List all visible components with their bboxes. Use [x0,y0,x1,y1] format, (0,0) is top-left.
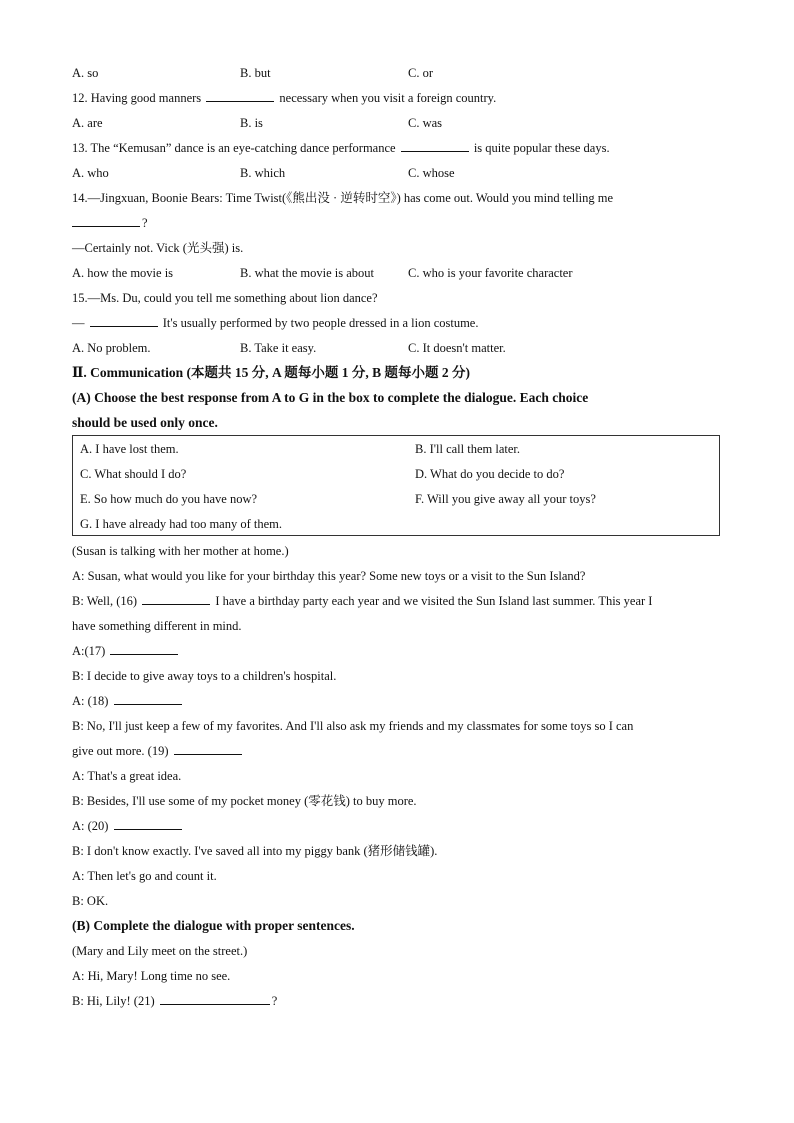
dialogue-a-line: A: That's a great idea. [72,769,182,783]
q11-option-a: A. so [72,66,99,80]
answer-blank-16 [142,593,210,605]
q12-question [72,90,496,106]
q15-option-c: C. It doesn't matter. [408,341,506,355]
dialogue-a-line: A: Susan, what would you like for your birthday this year? Some new toys or a visit to the Sun Island? [72,569,586,583]
q13-options [72,165,732,181]
answer-blank-21 [160,993,270,1005]
q15-text-after: It's usually performed by two people dressed in a lion costume. [159,316,479,330]
q12-text-before: 12. Having good manners [72,91,205,105]
dialogue-text: A: (18) [72,694,112,708]
q15-options [72,340,732,356]
dialogue-a-line: have something different in mind. [72,619,242,633]
dialogue-text: A:(17) [72,644,109,658]
q14-question-line1: 14.—Jingxuan, Boonie Bears: Time Twist(《熊出没 · 逆转时空》) has come out. Would you mind telling me [72,191,614,205]
dialogue-a-line: B: No, I'll just keep a few of my favorites. And I'll also ask my friends and my classmates for some toys so I can [72,719,634,733]
dialogue-text: B: Well, (16) [72,594,141,608]
dialogue-a-line: B: I don't know exactly. I've saved all into my piggy bank (猪形储钱罐). [72,844,438,858]
q14-options [72,265,732,281]
q11-options [72,65,732,81]
dialogue-text: ? [271,994,278,1008]
answer-blank [72,215,140,227]
answer-blank [206,90,274,102]
dialogue-a-line [72,593,652,609]
dialogue-a-line: B: I decide to give away toys to a children's hospital. [72,669,337,683]
dialogue-b-intro: (Mary and Lily meet on the street.) [72,944,248,958]
answer-blank [90,315,158,327]
dialogue-a-line: B: OK. [72,894,109,908]
dialogue-text: A: (20) [72,819,112,833]
q12-options [72,115,732,131]
q12-text-after: necessary when you visit a foreign country. [276,91,497,105]
choice-d: D. What do you decide to do? [415,467,565,481]
q15-dash: — [72,316,88,330]
q13-question [72,140,610,156]
choice-e: E. So how much do you have now? [80,492,258,506]
choice-b: B. I'll call them later. [415,442,520,456]
dialogue-a-line [72,818,184,834]
q13-text-before: 13. The “Kemusan” dance is an eye-catching dance performance [72,141,399,155]
dialogue-a-intro: (Susan is talking with her mother at home.) [72,544,289,558]
q14-option-a: A. how the movie is [72,266,174,280]
answer-blank-19 [174,743,242,755]
q13-text-after: is quite popular these days. [470,141,610,155]
dialogue-a-line [72,693,184,709]
part-a-instruction-line1: (A) Choose the best response from A to G in the box to complete the dialogue. Each choice [72,390,589,405]
answer-blank-18 [114,693,182,705]
dialogue-text: I have a birthday party each year and we visited the Sun Island last summer. This year I [212,594,653,608]
q12-option-a: A. are [72,116,103,130]
q14-option-b: B. what the movie is about [240,266,375,280]
dialogue-text: B: Hi, Lily! (21) [72,994,158,1008]
answer-blank-17 [110,643,178,655]
dialogue-b-line [72,993,277,1009]
choice-f: F. Will you give away all your toys? [415,492,596,506]
q13-option-b: B. which [240,166,286,180]
q14-question-mark: ? [142,216,148,230]
choice-g: G. I have already had too many of them. [80,517,283,531]
q13-option-a: A. who [72,166,109,180]
choice-c: C. What should I do? [80,467,187,481]
dialogue-text: give out more. (19) [72,744,172,758]
q12-option-c: C. was [408,116,443,130]
section-2-title: Ⅱ. Communication (本题共 15 分, A 题每小题 1 分, B 题每小题 2 分) [72,365,471,380]
part-a-instruction-line2: should be used only once. [72,415,218,430]
q13-option-c: C. whose [408,166,455,180]
dialogue-b-line: A: Hi, Mary! Long time no see. [72,969,231,983]
q11-option-c: C. or [408,66,433,80]
dialogue-a-line [72,743,244,759]
dialogue-a-line [72,643,180,659]
q14-question-line2 [72,215,148,231]
answer-blank-20 [114,818,182,830]
q15-option-a: A. No problem. [72,341,151,355]
dialogue-a-line: B: Besides, I'll use some of my pocket money (零花钱) to buy more. [72,794,417,808]
q12-option-b: B. is [240,116,263,130]
q14-reply: —Certainly not. Vick (光头强) is. [72,241,244,255]
answer-blank [401,140,469,152]
q11-option-b: B. but [240,66,271,80]
choices-box [72,435,720,536]
q15-question-line1: 15.—Ms. Du, could you tell me something about lion dance? [72,291,378,305]
choice-a: A. I have lost them. [80,442,179,456]
q15-question-line2 [72,315,478,331]
dialogue-a-line: A: Then let's go and count it. [72,869,217,883]
part-b-instruction: (B) Complete the dialogue with proper sentences. [72,918,355,933]
q15-option-b: B. Take it easy. [240,341,317,355]
q14-option-c: C. who is your favorite character [408,266,573,280]
